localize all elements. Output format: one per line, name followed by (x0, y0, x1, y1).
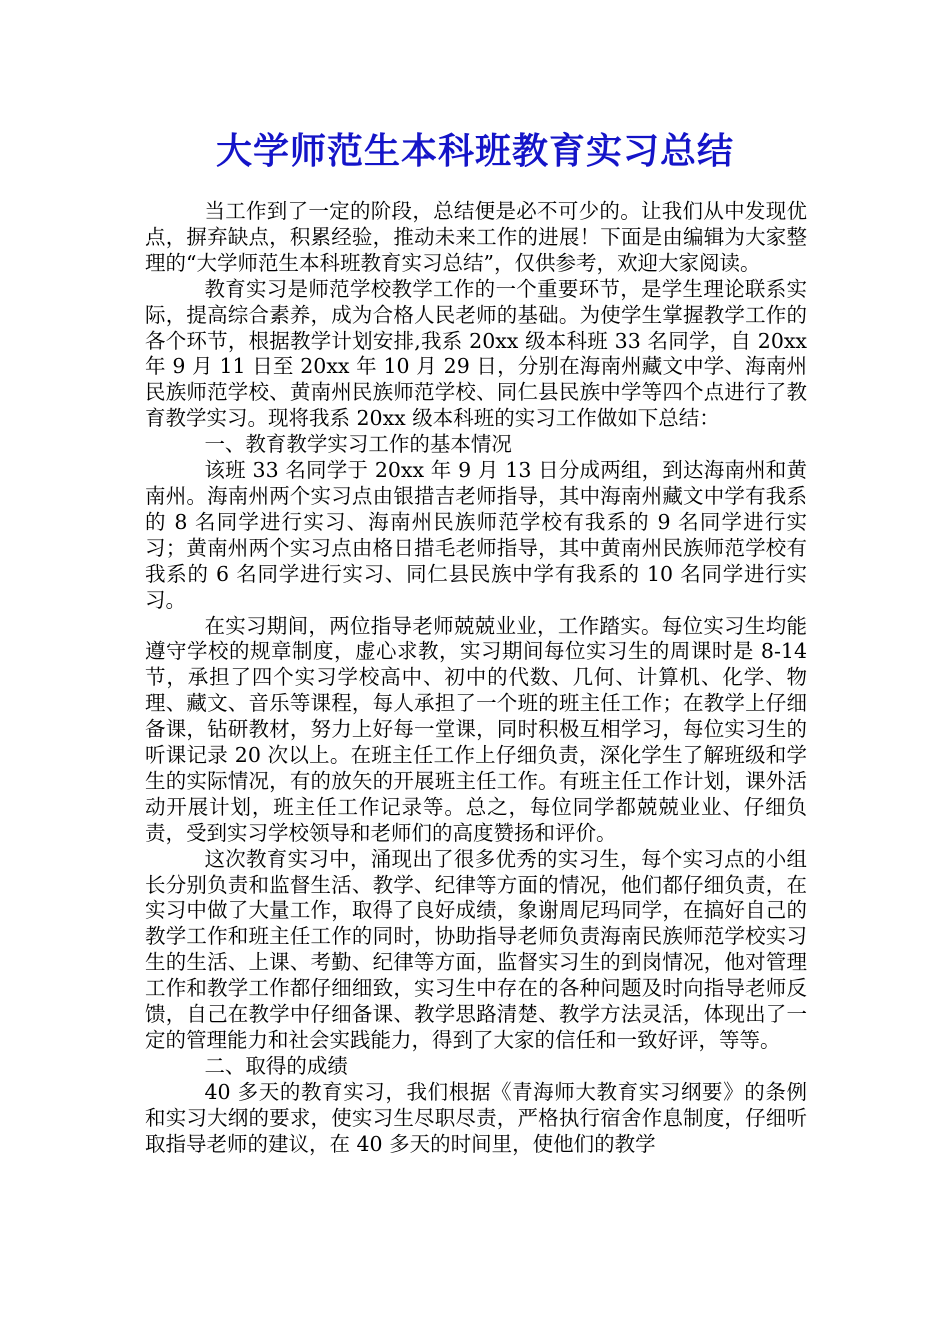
paragraph-1: 教育实习是师范学校教学工作的一个重要环节，是学生理论联系实际，提高综合素养，成为合格人民老师的基础。为使学生掌握教学工作的各个环节，根据教学计划安排,我系 20xx 级本科班 33 名同学，自 20xx 年 9 月 11 日至 20xx 年 10 月 29 日，分别在海南州藏文中学、海南州民族师范学校、黄南州民族师范学校、同仁县民族中学等四个点进行了教育教学实习。现将我系 20xx 级本科班的实习工作做如下总结： (145, 276, 807, 431)
document-title: 大学师范生本科班教育实习总结 (215, 131, 734, 172)
intro-paragraph: 当工作到了一定的阶段，总结便是必不可少的。让我们从中发现优点，摒弃缺点，积累经验，推动未来工作的进展！下面是由编辑为大家整理的“大学师范生本科班教育实习总结”，仅供参考，欢迎大家阅读。 (145, 199, 807, 275)
section-heading-2: 二、取得的成绩 (204, 1053, 348, 1078)
paragraph-4: 这次教育实习中，涌现出了很多优秀的实习生，每个实习点的小组长分别负责和监督生活、教学、纪律等方面的情况，他们都仔细负责，在实习中做了大量工作，取得了良好成绩，象谢周尼玛同学，在搞好自己的教学工作和班主任工作的同时，协助指导老师负责海南民族师范学校实习生的生活、上课、考勤、纪律等方面，监督实习生的到岗情况，他对管理工作和教学工作都仔细细致，实习生中存在的各种问题及时向指导老师反馈，自己在教学中仔细备课、教学思路清楚、教学方法灵活，体现出了一定的管理能力和社会实践能力，得到了大家的信任和一致好评，等等。 (145, 846, 807, 1052)
section-heading-1: 一、教育教学实习工作的基本情况 (204, 432, 512, 457)
document-body (145, 199, 807, 1158)
paragraph-5: 40 多天的教育实习，我们根据《青海师大教育实习纲要》的条例和实习大纲的要求，使实习生尽职尽责，严格执行宿舍作息制度，仔细听取指导老师的建议，在 40 多天的时间里，使他们的教学 (145, 1079, 807, 1156)
paragraph-2: 该班 33 名同学于 20xx 年 9 月 13 日分成两组，到达海南州和黄南州。海南州两个实习点由银措吉老师指导，其中海南州藏文中学有我系的 8 名同学进行实习、海南州民族师范学校有我系的 9 名同学进行实习；黄南州两个实习点由格日措毛老师指导，其中黄南州民族师范学校有我系的 6 名同学进行实习、同仁县民族中学有我系的 10 名同学进行实习。 (145, 458, 807, 612)
paragraph-3: 在实习期间，两位指导老师兢兢业业，工作踏实。每位实习生均能遵守学校的规章制度，虚心求教，实习期间每位实习生的周课时是 8-14 节，承担了四个实习学校高中、初中的代数、几何、计算机、化学、物理、藏文、音乐等课程，每人承担了一个班的班主任工作；在教学上仔细备课，钻研教材，努力上好每一堂课，同时积极互相学习，每位实习生的听课记录 20 次以上。在班主任工作上仔细负责，深化学生了解班级和学生的实际情况，有的放矢的开展班主任工作。有班主任工作计划，课外活动开展计划，班主任工作记录等。总之，每位同学都兢兢业业、仔细负责，受到实习学校领导和老师们的高度赞扬和评价。 (145, 613, 807, 845)
